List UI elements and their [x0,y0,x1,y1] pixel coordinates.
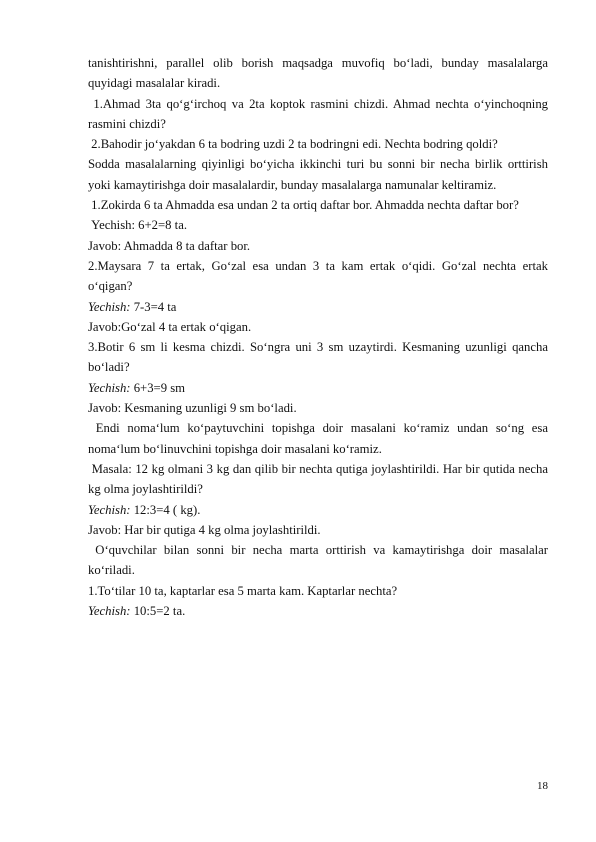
paragraph: Javob: Har bir qutiga 4 kg olma joylashtirildi. [88,522,321,537]
paragraph: Yechish: 6+2=8 ta. [88,218,188,233]
paragraph: Masala: 12 kg olmani 3 kg dan qilib bir nechta qutiga joylashtirildi. Har bir qutida necha kg olma joylashtirildi? [88,461,552,497]
paragraph: 2.Maysara 7 ta ertak, Go‘zal esa undan 3 ta kam ertak o‘qidi. Go‘zal nechta ertak o‘qigan? [88,258,552,294]
solution-text: 12:3=4 ( kg). [130,502,201,517]
paragraph: 1.To‘tilar 10 ta, kaptarlar esa 5 marta kam. Kaptarlar nechta? [88,583,398,598]
paragraph: 3.Botir 6 sm li kesma chizdi. So‘ngra uni 3 sm uzaytirdi. Kesmaning uzunligi qancha bo‘ladi? [88,340,552,375]
solution-label: Yechish: [88,604,131,619]
paragraph: O‘quvchilar bilan sonni bir necha marta orttirish va kamaytirishga doir masalalar ko‘riladi. [88,543,552,578]
solution-paragraph [88,297,548,317]
paragraph: Javob: Kesmaning uzunligi 9 sm bo‘ladi. [88,401,297,416]
paragraph: tanishtirishni, parallel olib borish maqsadga muvofiq bo‘ladi, bunday masalalarga quyidagi masalalar kiradi. [88,56,552,91]
paragraph: Sodda masalalarning qiyinligi bo‘yicha ikkinchi turi bu sonni bir necha birlik orttirish yoki kamaytirishga doir masalalardir, bunday masalalarga namunalar keltiramiz. [88,157,552,192]
solution-label: Yechish: [88,502,131,517]
solution-text: 10:5=2 ta. [130,604,186,619]
solution-text: 6+3=9 sm [130,380,186,395]
paragraph: 1.Ahmad 3ta qo‘g‘irchoq va 2ta koptok rasmini chizdi. Ahmad nechta o‘yinchoqning rasmini chizdi? [88,96,552,131]
solution-label: Yechish: [88,380,131,395]
document-body [88,53,552,621]
solution-paragraph [88,378,548,398]
paragraph: Endi noma‘lum ko‘paytuvchini topishga doir masalani ko‘ramiz undan so‘ng esa noma‘lum bo‘linuvchini topishga doir masalani ko‘ramiz. [88,421,552,456]
paragraph: Javob: Ahmadda 8 ta daftar bor. [88,238,251,253]
paragraph: Javob:Go‘zal 4 ta ertak o‘qigan. [88,319,252,334]
solution-text: 7-3=4 ta [130,299,177,314]
paragraph: 2.Bahodir jo‘yakdan 6 ta bodring uzdi 2 ta bodringni edi. Nechta bodring qoldi? [88,137,498,152]
page-number: 18 [537,780,548,792]
solution-paragraph [88,500,548,520]
paragraph: 1.Zokirda 6 ta Ahmadda esa undan 2 ta ortiq daftar bor. Ahmadda nechta daftar bor? [88,198,519,213]
solution-paragraph [88,601,548,621]
solution-label: Yechish: [88,299,131,314]
